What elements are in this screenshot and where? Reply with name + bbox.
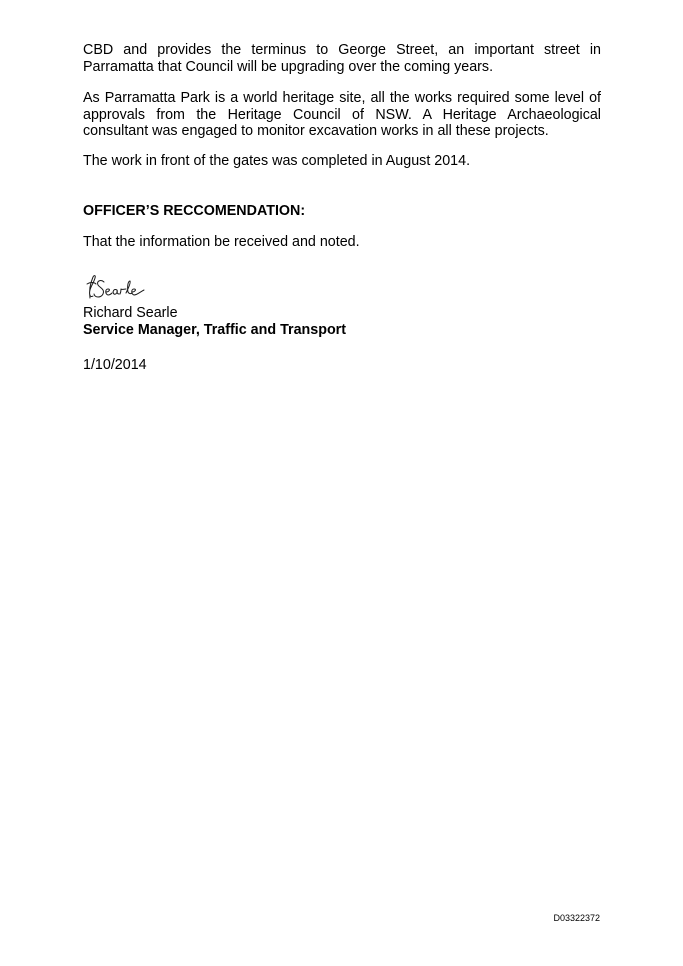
body-paragraph: As Parramatta Park is a world heritage site, all the works required some level of approvals from the Heritage Council of NSW. A Heritage Archaeological consultant was engaged to monitor excavation works in all these projects. [83, 90, 601, 139]
document-id: D03322372 [553, 913, 600, 923]
body-paragraph: The work in front of the gates was completed in August 2014. [83, 153, 471, 169]
document-date: 1/10/2014 [83, 357, 147, 373]
recommendation-heading: OFFICER’S RECCOMENDATION: [83, 203, 306, 219]
body-paragraph: CBD and provides the terminus to George Street, an important street in Parramatta that Council will be upgrading over the coming years. [83, 42, 601, 75]
signatory-name: Richard Searle [83, 305, 178, 321]
signatory-title: Service Manager, Traffic and Transport [83, 322, 346, 338]
recommendation-text: That the information be received and noted. [83, 234, 360, 250]
handwritten-signature [84, 272, 148, 302]
